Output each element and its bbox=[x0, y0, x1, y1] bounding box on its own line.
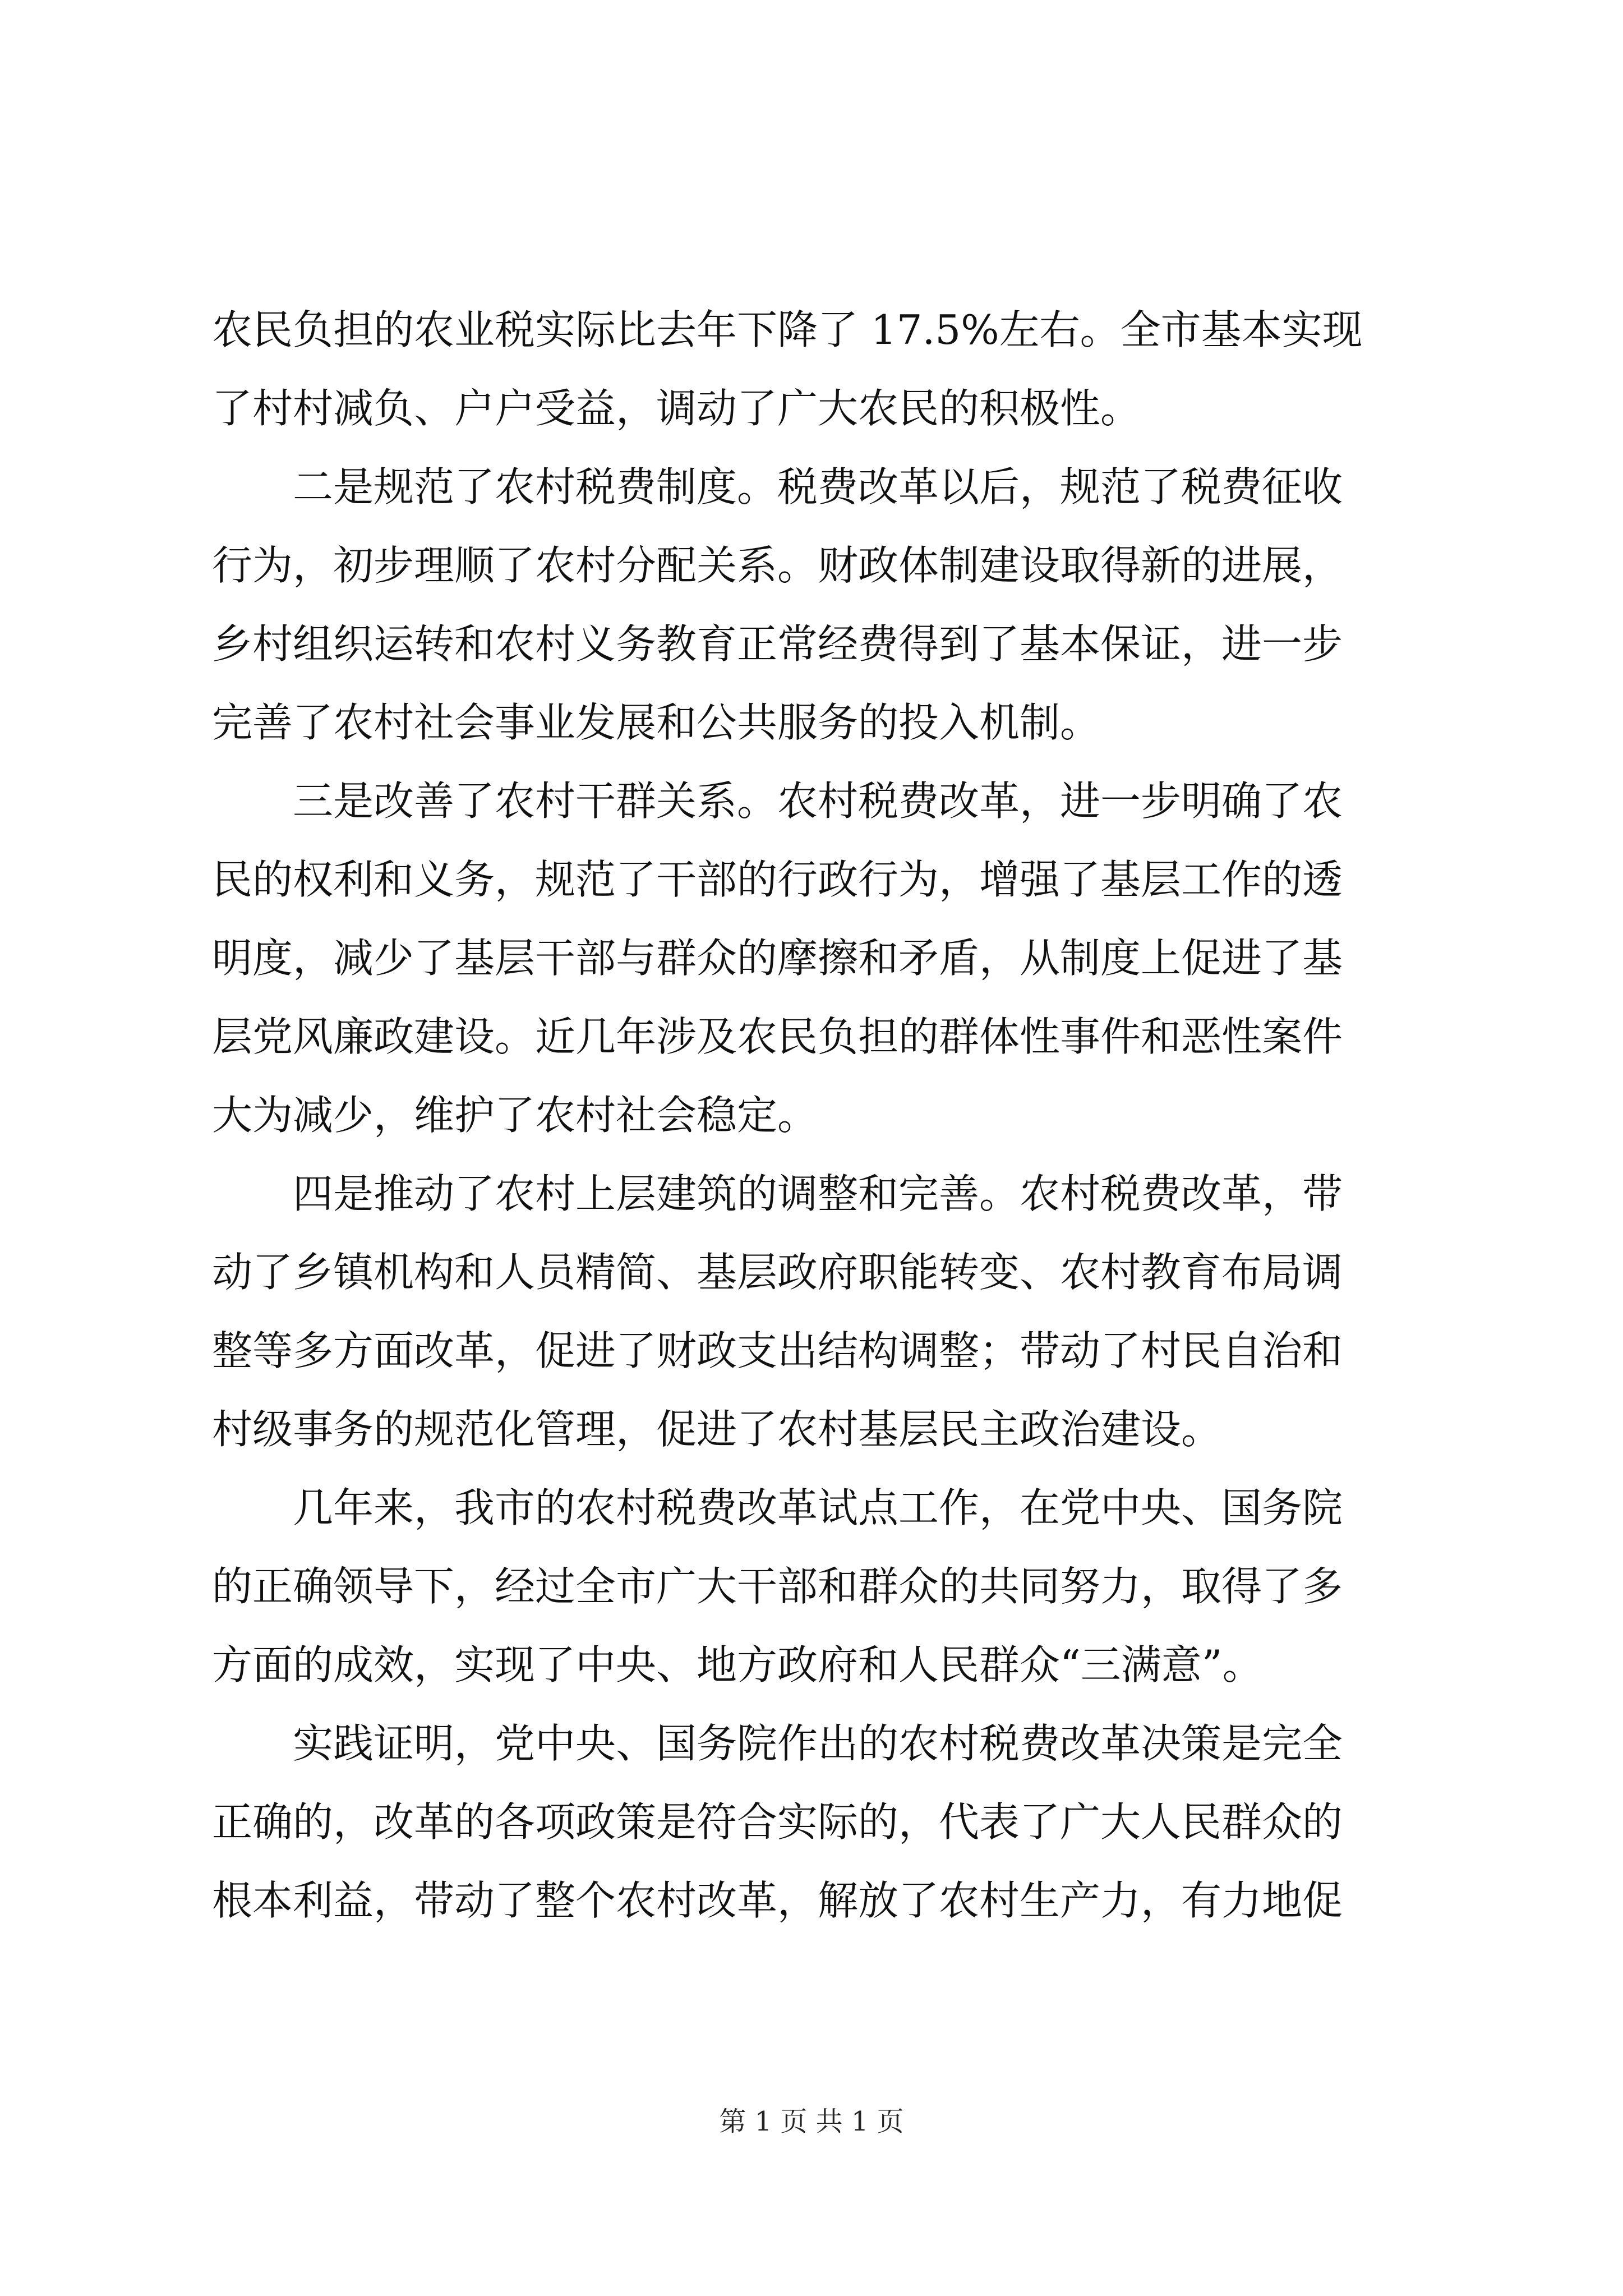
text-line: 了村村减负、户户受益，调动了广大农民的积极性。 bbox=[212, 385, 1141, 432]
text-line: 村级事务的规范化管理，促进了农村基层民主政治建设。 bbox=[212, 1406, 1222, 1453]
text-line: 四是推动了农村上层建筑的调整和完善。农村税费改革，带 bbox=[212, 1170, 1343, 1217]
text-line: 二是规范了农村税费制度。税费改革以后，规范了税费征收 bbox=[212, 463, 1343, 510]
text-line: 行为，初步理顺了农村分配关系。财政体制建设取得新的进展， bbox=[212, 542, 1343, 589]
text-line: 层党风廉政建设。近几年涉及农民负担的群体性事件和恶性案件 bbox=[212, 1013, 1343, 1060]
text-line: 大为减少，维护了农村社会稳定。 bbox=[212, 1092, 818, 1139]
text-line: 农民负担的农业税实际比去年下降了 17.5%左右。全市基本实现 bbox=[212, 306, 1363, 353]
text-line: 实践证明，党中央、国务院作出的农村税费改革决策是完全 bbox=[212, 1720, 1343, 1767]
text-line: 完善了农村社会事业发展和公共服务的投入机制。 bbox=[212, 699, 1101, 746]
text-line: 几年来，我市的农村税费改革试点工作，在党中央、国务院 bbox=[212, 1484, 1343, 1531]
text-line: 三是改善了农村干群关系。农村税费改革，进一步明确了农 bbox=[212, 777, 1343, 825]
document-body bbox=[212, 291, 1423, 1940]
text-line: 根本利益，带动了整个农村改革，解放了农村生产力，有力地促 bbox=[212, 1877, 1343, 1924]
text-line: 乡村组织运转和农村义务教育正常经费得到了基本保证，进一步 bbox=[212, 620, 1343, 668]
text-line: 整等多方面改革，促进了财政支出结构调整；带动了村民自治和 bbox=[212, 1327, 1343, 1374]
text-line: 正确的，改革的各项政策是符合实际的，代表了广大人民群众的 bbox=[212, 1798, 1343, 1846]
text-line: 方面的成效，实现了中央、地方政府和人民群众“三满意”。 bbox=[212, 1641, 1263, 1688]
page-number-footer: 第 1 页 共 1 页 bbox=[719, 2106, 904, 2137]
text-line: 的正确领导下，经过全市广大干部和群众的共同努力，取得了多 bbox=[212, 1563, 1343, 1610]
text-line: 明度，减少了基层干部与群众的摩擦和矛盾，从制度上促进了基 bbox=[212, 935, 1343, 982]
text-line: 民的权利和义务，规范了干部的行政行为，增强了基层工作的透 bbox=[212, 856, 1343, 903]
text-line: 动了乡镇机构和人员精简、基层政府职能转变、农村教育布局调 bbox=[212, 1249, 1343, 1296]
